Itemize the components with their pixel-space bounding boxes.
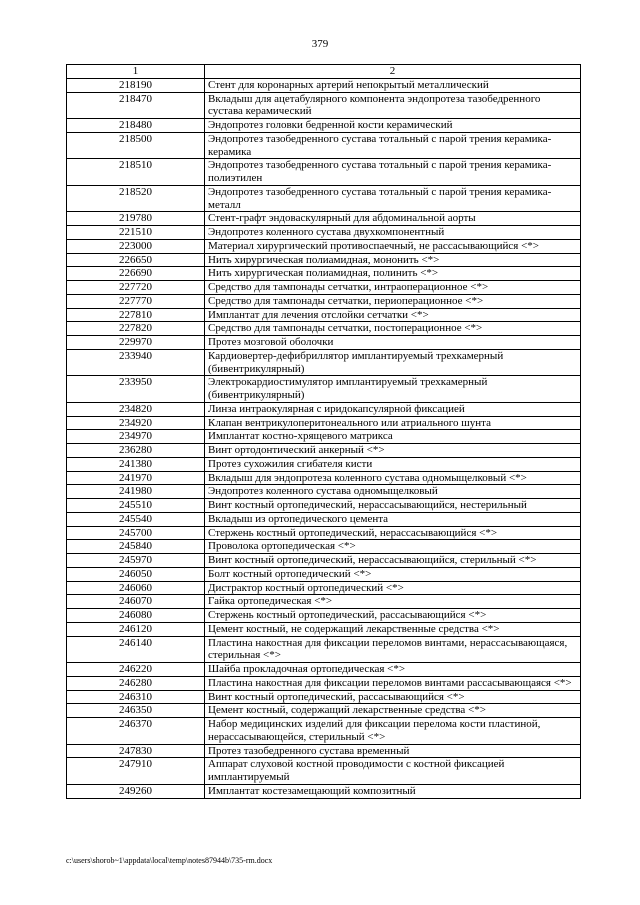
table-row	[67, 376, 581, 403]
device-name-cell: Гайка ортопедическая <*>	[205, 595, 581, 609]
table-row	[67, 281, 581, 295]
device-name-cell: Средство для тампонады сетчатки, постоперационное <*>	[205, 322, 581, 336]
table-row	[67, 294, 581, 308]
table-row	[67, 499, 581, 513]
device-code-cell: 246120	[67, 622, 205, 636]
table-row	[67, 567, 581, 581]
device-code-cell: 246080	[67, 609, 205, 623]
table-row	[67, 416, 581, 430]
table-row	[67, 226, 581, 240]
table-row	[67, 663, 581, 677]
column-header-1: 1	[67, 65, 205, 79]
device-name-cell: Материал хирургический противоспаечный, не рассасывающийся <*>	[205, 239, 581, 253]
device-name-cell: Цемент костный, содержащий лекарственные средства <*>	[205, 704, 581, 718]
device-name-cell: Имплантат костезамещающий композитный	[205, 784, 581, 798]
device-code-cell: 247830	[67, 744, 205, 758]
table-row	[67, 349, 581, 376]
table-row	[67, 212, 581, 226]
device-name-cell: Эндопротез тазобедренного сустава тотальный с парой трения керамика-керамика	[205, 132, 581, 159]
device-name-cell: Вкладыш для эндопротеза коленного сустава одномыщелковый <*>	[205, 471, 581, 485]
device-name-cell: Нить хирургическая полиамидная, мононить <*>	[205, 253, 581, 267]
device-code-cell: 246280	[67, 676, 205, 690]
device-name-cell: Клапан вентрикулоперитонеального или атриального шунта	[205, 416, 581, 430]
column-header-2: 2	[205, 65, 581, 79]
device-name-cell: Протез тазобедренного сустава временный	[205, 744, 581, 758]
device-name-cell: Стент-графт эндоваскулярный для абдоминальной аорты	[205, 212, 581, 226]
device-code-cell: 246350	[67, 704, 205, 718]
table-row	[67, 485, 581, 499]
device-name-cell: Эндопротез коленного сустава одномыщелковый	[205, 485, 581, 499]
table-row	[67, 457, 581, 471]
table-row	[67, 622, 581, 636]
device-name-cell: Аппарат слуховой костной проводимости с костной фиксацией имплантируемый	[205, 758, 581, 785]
device-code-cell: 227820	[67, 322, 205, 336]
table-row	[67, 784, 581, 798]
device-code-cell: 246060	[67, 581, 205, 595]
device-code-cell: 233940	[67, 349, 205, 376]
table-row	[67, 471, 581, 485]
device-name-cell: Набор медицинских изделий для фиксации перелома кости пластиной, нерассасывающейся, стерильный <*>	[205, 718, 581, 745]
device-name-cell: Болт костный ортопедический <*>	[205, 567, 581, 581]
table-row	[67, 132, 581, 159]
device-name-cell: Средство для тампонады сетчатки, интраоперационное <*>	[205, 281, 581, 295]
table-row	[67, 119, 581, 133]
table-body	[67, 78, 581, 798]
device-code-cell: 246220	[67, 663, 205, 677]
device-name-cell: Вкладыш для ацетабулярного компонента эндопротеза тазобедренного сустава керамический	[205, 92, 581, 119]
device-name-cell: Эндопротез тазобедренного сустава тотальный с парой трения керамика-полиэтилен	[205, 159, 581, 186]
device-code-cell: 245510	[67, 499, 205, 513]
table-row	[67, 595, 581, 609]
table-row	[67, 239, 581, 253]
device-code-cell: 227770	[67, 294, 205, 308]
device-name-cell: Имплантат для лечения отслойки сетчатки <*>	[205, 308, 581, 322]
device-code-cell: 221510	[67, 226, 205, 240]
table-row	[67, 704, 581, 718]
table-row	[67, 554, 581, 568]
device-code-cell: 227720	[67, 281, 205, 295]
device-code-cell: 245970	[67, 554, 205, 568]
device-code-cell: 246310	[67, 690, 205, 704]
device-code-cell: 246070	[67, 595, 205, 609]
device-code-cell: 218520	[67, 185, 205, 212]
device-name-cell: Имплантат костно-хрящевого матрикса	[205, 430, 581, 444]
file-path-footer: c:\users\shorob~1\appdata\local\temp\notes87944b\735-rm.docx	[66, 856, 273, 865]
device-code-cell: 223000	[67, 239, 205, 253]
device-name-cell: Протез сухожилия сгибателя кисти	[205, 457, 581, 471]
table-row	[67, 718, 581, 745]
device-name-cell: Пластина накостная для фиксации переломов винтами рассасывающаяся <*>	[205, 676, 581, 690]
device-code-cell: 246050	[67, 567, 205, 581]
device-code-cell: 233950	[67, 376, 205, 403]
table-row	[67, 676, 581, 690]
table-row	[67, 636, 581, 663]
table-row	[67, 540, 581, 554]
table-row	[67, 322, 581, 336]
device-name-cell: Стент для коронарных артерий непокрытый металлический	[205, 78, 581, 92]
device-name-cell: Шайба прокладочная ортопедическая <*>	[205, 663, 581, 677]
device-code-cell: 245700	[67, 526, 205, 540]
device-code-cell: 234970	[67, 430, 205, 444]
device-code-cell: 218470	[67, 92, 205, 119]
table-row	[67, 758, 581, 785]
table-header-row	[67, 65, 581, 79]
device-code-cell: 246140	[67, 636, 205, 663]
table-row	[67, 512, 581, 526]
device-name-cell: Винт ортодонтический анкерный <*>	[205, 444, 581, 458]
table-row	[67, 444, 581, 458]
device-code-cell: 218190	[67, 78, 205, 92]
device-name-cell: Проволока ортопедическая <*>	[205, 540, 581, 554]
device-code-cell: 236280	[67, 444, 205, 458]
device-name-cell: Протез мозговой оболочки	[205, 336, 581, 350]
table-row	[67, 690, 581, 704]
device-name-cell: Стержень костный ортопедический, рассасывающийся <*>	[205, 609, 581, 623]
device-code-cell: 219780	[67, 212, 205, 226]
device-code-cell: 229970	[67, 336, 205, 350]
device-name-cell: Винт костный ортопедический, нерассасывающийся, нестерильный	[205, 499, 581, 513]
table-row	[67, 526, 581, 540]
device-name-cell: Пластина накостная для фиксации переломов винтами, нерассасывающаяся, стерильная <*>	[205, 636, 581, 663]
table-row	[67, 402, 581, 416]
table-row	[67, 92, 581, 119]
device-code-cell: 241980	[67, 485, 205, 499]
device-name-cell: Средство для тампонады сетчатки, периоперационное <*>	[205, 294, 581, 308]
device-code-cell: 246370	[67, 718, 205, 745]
device-code-cell: 227810	[67, 308, 205, 322]
device-code-cell: 218480	[67, 119, 205, 133]
device-name-cell: Нить хирургическая полиамидная, полинить <*>	[205, 267, 581, 281]
device-code-cell: 234920	[67, 416, 205, 430]
device-name-cell: Эндопротез коленного сустава двухкомпонентный	[205, 226, 581, 240]
device-code-cell: 226690	[67, 267, 205, 281]
device-name-cell: Линза интраокулярная с иридокапсулярной фиксацией	[205, 402, 581, 416]
table-row	[67, 78, 581, 92]
table-row	[67, 430, 581, 444]
table-row	[67, 185, 581, 212]
table-row	[67, 744, 581, 758]
device-code-cell: 241970	[67, 471, 205, 485]
device-code-cell: 245840	[67, 540, 205, 554]
table-row	[67, 609, 581, 623]
table-row	[67, 159, 581, 186]
device-code-cell: 226650	[67, 253, 205, 267]
table-row	[67, 308, 581, 322]
device-name-cell: Вкладыш из ортопедического цемента	[205, 512, 581, 526]
device-code-cell: 234820	[67, 402, 205, 416]
device-name-cell: Стержень костный ортопедический, нерассасывающийся <*>	[205, 526, 581, 540]
device-code-cell: 218500	[67, 132, 205, 159]
device-code-cell: 247910	[67, 758, 205, 785]
page-number: 379	[311, 38, 329, 50]
device-name-cell: Электрокардиостимулятор имплантируемый трехкамерный (бивентрикулярный)	[205, 376, 581, 403]
devices-table	[66, 64, 581, 799]
device-name-cell: Винт костный ортопедический, нерассасывающийся, стерильный <*>	[205, 554, 581, 568]
table-row	[67, 253, 581, 267]
device-name-cell: Дистрактор костный ортопедический <*>	[205, 581, 581, 595]
device-code-cell: 241380	[67, 457, 205, 471]
device-name-cell: Кардиовертер-дефибриллятор имплантируемый трехкамерный (бивентрикулярный)	[205, 349, 581, 376]
device-code-cell: 218510	[67, 159, 205, 186]
table-row	[67, 581, 581, 595]
table-row	[67, 336, 581, 350]
device-name-cell: Эндопротез тазобедренного сустава тотальный с парой трения керамика-металл	[205, 185, 581, 212]
device-name-cell: Винт костный ортопедический, рассасывающийся <*>	[205, 690, 581, 704]
table-row	[67, 267, 581, 281]
device-name-cell: Эндопротез головки бедренной кости керамический	[205, 119, 581, 133]
device-code-cell: 249260	[67, 784, 205, 798]
device-code-cell: 245540	[67, 512, 205, 526]
device-name-cell: Цемент костный, не содержащий лекарственные средства <*>	[205, 622, 581, 636]
